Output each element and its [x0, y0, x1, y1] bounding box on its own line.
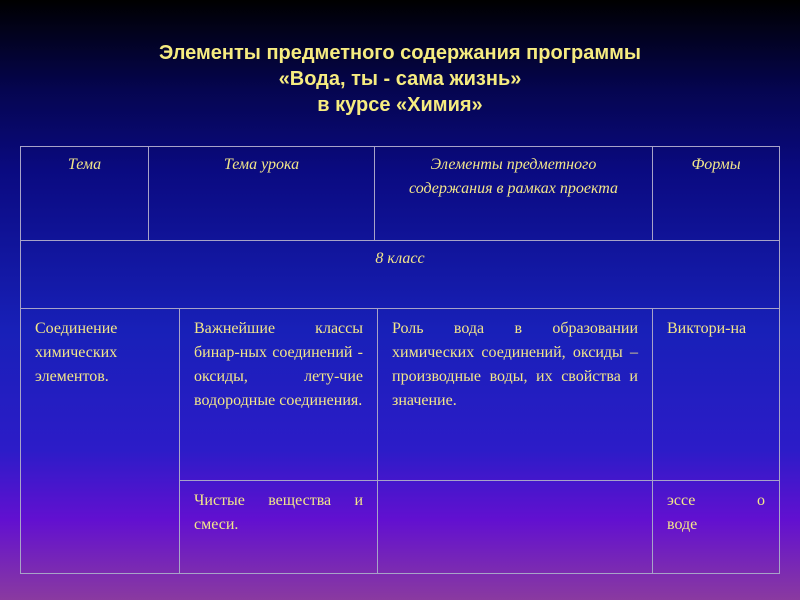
- header-forms: Формы: [652, 146, 780, 241]
- cell-lesson-1: Важнейшие классы бинар-ных соединений - оксиды, лету-чие водородные соединения.: [179, 308, 378, 481]
- cell-elements-1: Роль вода в образовании химических соединений, оксиды – производные воды, их свойства и значение.: [377, 308, 653, 481]
- cell-lesson-2: Чистые вещества и смеси.: [179, 480, 378, 574]
- cell-forms-2: эссе о воде: [652, 480, 780, 574]
- title-line-3: в курсе «Химия»: [317, 94, 483, 116]
- header-lesson: Тема урока: [148, 146, 375, 241]
- header-topic: Тема: [20, 146, 149, 241]
- cell-forms-1: Виктори-на: [652, 308, 780, 481]
- cell-topic: Соединение химических элементов.: [20, 308, 180, 574]
- title-line-2: «Вода, ты - сама жизнь»: [278, 68, 522, 90]
- title-line-1: Элементы предметного содержания программы: [158, 42, 641, 64]
- section-grade: 8 класс: [20, 240, 780, 309]
- cell-elements-2: [377, 480, 653, 574]
- slide-title: [0, 40, 800, 118]
- header-elements: Элементы предметного содержания в рамках проекта: [374, 146, 653, 241]
